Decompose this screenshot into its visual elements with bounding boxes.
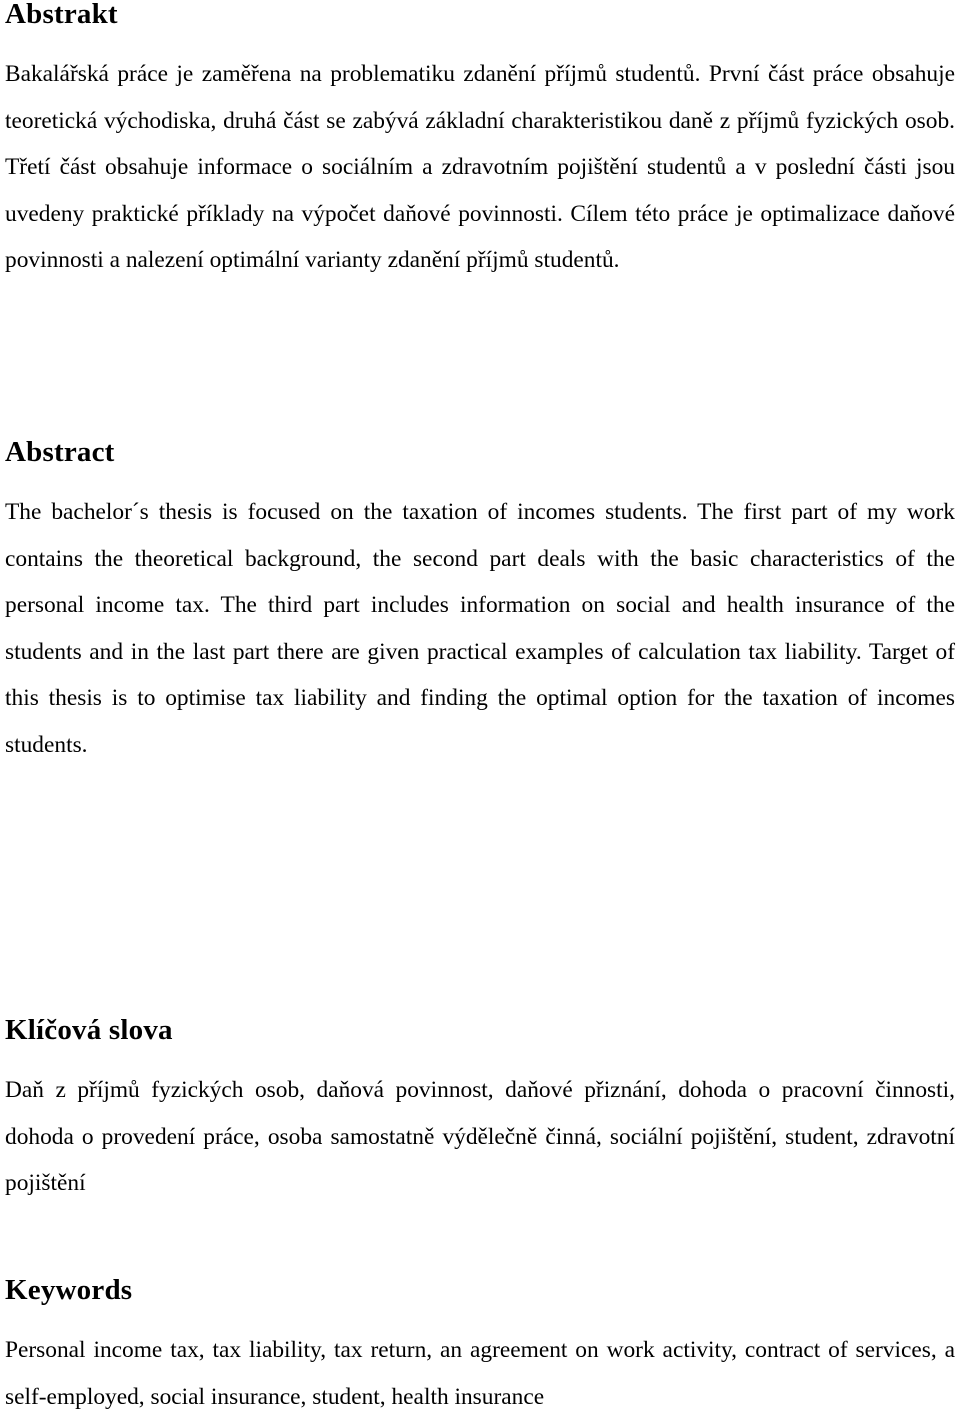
abstract-section <box>5 435 955 768</box>
abstract-paragraph: The bachelor´s thesis is focused on the taxation of incomes students. The first part of my work contains the theoretical background, the second part deals with the basic characteristics of the personal income tax. The third part includes information on social and health insurance of the students and in the last part there are given practical examples of calculation tax liability. Target of this thesis is to optimise tax liability and finding the optimal option for the taxation of incomes students. <box>5 499 955 758</box>
abstract-heading: Abstract <box>5 436 115 468</box>
keywords-paragraph: Personal income tax, tax liability, tax return, an agreement on work activity, contract of services, a self-employed, social insurance, student, health insurance <box>5 1337 955 1410</box>
klicova-slova-section <box>5 1013 955 1207</box>
keywords-section <box>5 1273 955 1420</box>
klicova-slova-heading: Klíčová slova <box>5 1014 173 1046</box>
abstrakt-section <box>5 0 955 284</box>
abstrakt-paragraph: Bakalářská práce je zaměřena na problematiku zdanění příjmů studentů. První část práce obsahuje teoretická východiska, druhá část se zabývá základní charakteristikou daně z příjmů fyzických osob. Třetí část obsahuje informace o sociálním a zdravotním pojištění studentů a v poslední části jsou uvedeny praktické příklady na výpočet daňové povinnosti. Cílem této práce je optimalizace daňové povinnosti a nalezení optimální varianty zdanění příjmů studentů. <box>5 61 955 273</box>
keywords-heading: Keywords <box>5 1274 133 1306</box>
abstrakt-heading: Abstrakt <box>5 0 118 30</box>
klicova-slova-paragraph: Daň z příjmů fyzických osob, daňová povinnost, daňové přiznání, dohoda o pracovní činnosti, dohoda o provedení práce, osoba samostatně výdělečně činná, sociální pojištění, student, zdravotní pojištění <box>5 1077 955 1196</box>
